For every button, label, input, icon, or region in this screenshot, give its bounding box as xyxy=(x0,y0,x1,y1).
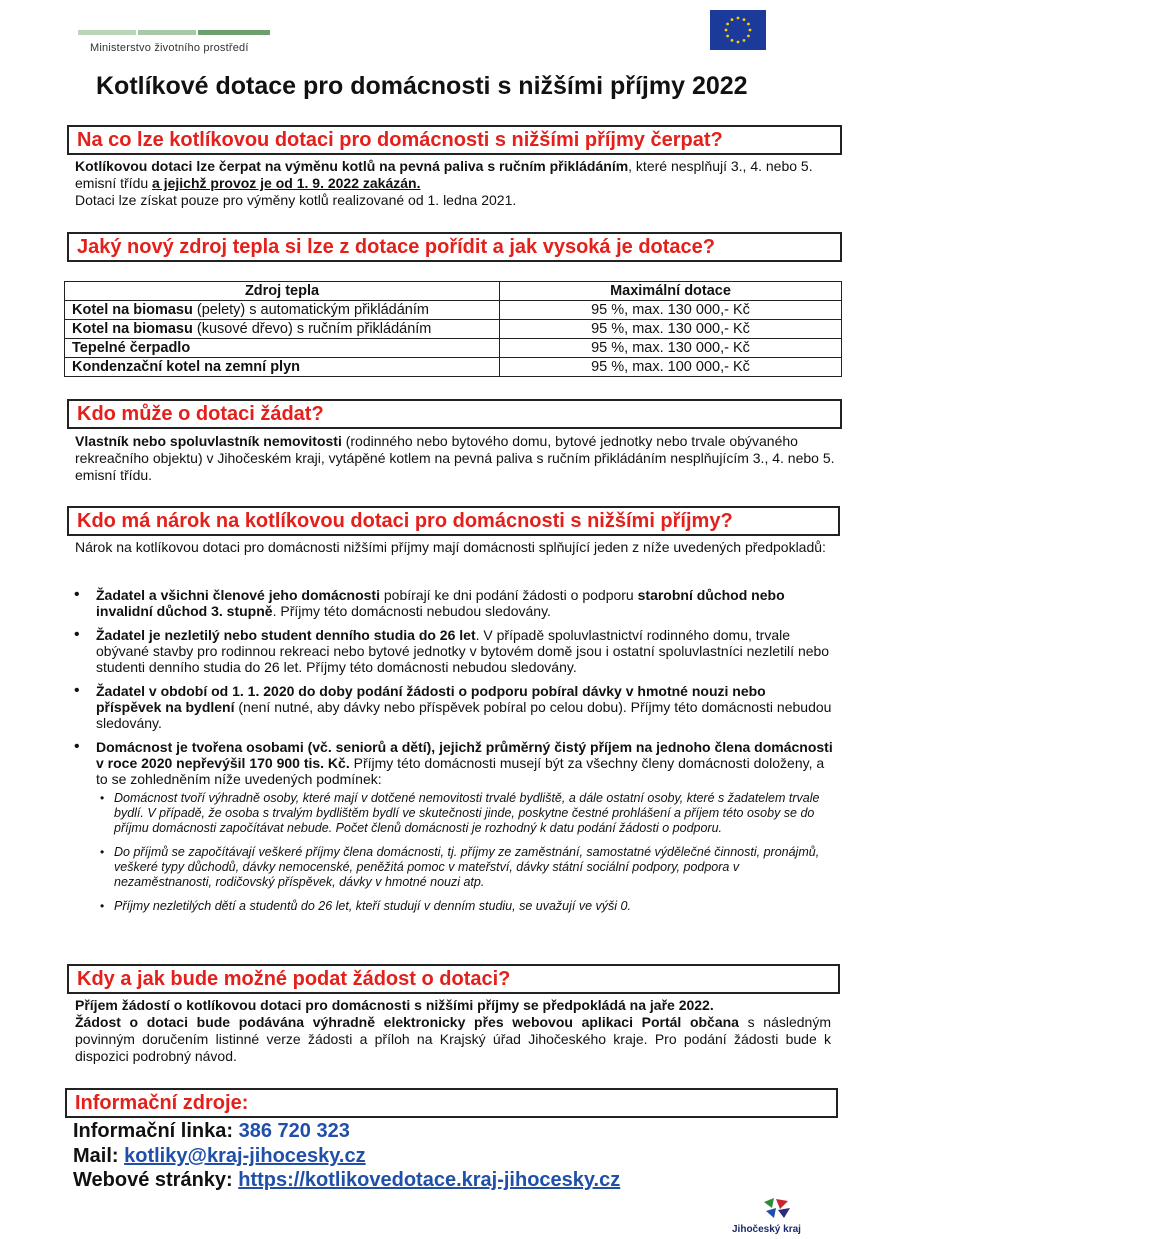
list-item: • Příjmy nezletilých dětí a studentů do 26 let, kteří studují v denním studiu, se uvažují ve výši 0. xyxy=(94,899,834,914)
web-line xyxy=(73,1169,620,1192)
table-header-row xyxy=(65,282,842,301)
application-method-text: s následným povinným doručením listinné verze žádosti a příloh na Krajský úřad Jihočeského kraje. Pro podání žádosti bude k dispozici podrobný návod. xyxy=(75,1014,831,1064)
application-method-bold: Žádost o dotaci bude podávána výhradně elektronicky přes webovou aplikaci Portál občana xyxy=(75,1014,739,1030)
list-item xyxy=(74,739,834,914)
web-label: Webové stránky: xyxy=(73,1169,239,1191)
bullet-bold: Žadatel je nezletilý nebo student denního studia do 26 let xyxy=(96,627,476,643)
bullet-text: pobírají ke dni podání žádosti o podporu xyxy=(379,587,638,603)
table-cell-source-rest: (kusové dřevo) s ručním přikládáním xyxy=(192,320,432,337)
phone-link[interactable]: 386 720 323 xyxy=(238,1120,350,1142)
section-text-what-for xyxy=(75,158,835,209)
region-logo-icon xyxy=(760,1196,794,1222)
table-cell-source-bold: Tepelné čerpadlo xyxy=(72,339,191,356)
entitlement-list xyxy=(74,587,834,923)
list-item xyxy=(74,683,834,731)
ban-date-text: a jejichž provoz je od 1. 9. 2022 zakázán. xyxy=(152,175,421,191)
application-date-text: Příjem žádostí o kotlíkovou dotaci pro domácnosti s nižšími příjmy se předpokládá na jaře 2022. xyxy=(75,997,714,1013)
list-item xyxy=(74,587,834,619)
section-text-who-can-apply xyxy=(75,433,835,484)
section-text-when-how xyxy=(75,997,831,1065)
info-line-label: Informační linka: xyxy=(73,1120,239,1142)
entitlement-intro: Nárok na kotlíkovou dotaci pro domácnosti nižšími příjmy mají domácnosti splňující jeden z níže uvedených předpokladů: xyxy=(75,539,826,555)
bullet-bold: Žadatel a všichni členové jeho domácnosti xyxy=(96,587,380,603)
conditions-list xyxy=(94,791,834,914)
table-row xyxy=(65,358,842,377)
list-item: • Domácnost tvoří výhradně osoby, které mají v dotčené nemovitosti trvalé bydliště, a dále ostatní osoby, které s žadatelem trvale bydlí. V případě, že osoba s trvalým bydlištěm bydlí ve skutečnosti jinde, poskytne čestné prohlášení a příjem této osoby se do příjmu domácnosti započítávat nebude. Počet členů domácnosti je rozhodný k datu podání žádosti o podporu. xyxy=(94,791,834,836)
table-cell-source-rest: (pelety) s automatickým přikládáním xyxy=(192,301,429,318)
table-cell-value: 95 %, max. 100 000,- Kč xyxy=(500,358,842,377)
table-cell-value: 95 %, max. 130 000,- Kč xyxy=(500,301,842,320)
mail-line xyxy=(73,1145,366,1168)
email-link[interactable]: kotliky@kraj-jihocesky.cz xyxy=(124,1145,366,1167)
website-link[interactable]: https://kotlikovedotace.kraj-jihocesky.cz xyxy=(238,1169,621,1191)
owner-bold: Vlastník nebo spoluvlastník nemovitosti xyxy=(75,433,342,449)
bullet-text: . Příjmy této domácnosti nebudou sledovány. xyxy=(272,603,551,619)
bullet-bold: Žadatel v období od 1. 1. 2020 do doby podání žádosti o podporu pobíral dávky v hmotné nouzi nebo příspěvek na bydlení xyxy=(96,683,766,715)
bullet-bold: starobní důchod nebo invalidní důchod 3. stupně xyxy=(96,587,785,619)
page-title: Kotlíkové dotace pro domácnosti s nižšími příjmy 2022 xyxy=(96,72,748,100)
eligibility-bold: Kotlíkovou dotaci lze čerpat na výměnu kotlů na pevná paliva s ručním přikládáním xyxy=(75,158,629,174)
bullet-text: . V případě spoluvlastnictví rodinného domu, trvale obývané stavby pro rodinnou rekreaci nebo bytové jednotky v bytovém domě jsou i ostatní spoluvlastníci nezletilí nebo studenti denního studia do 26 let. Příjmy této domácnosti nebudou sledovány. xyxy=(96,627,830,675)
bullet-text: (není nutné, aby dávky nebo příspěvek pobíral po celou dobu). Příjmy této domácnosti nebudou sledovány. xyxy=(96,699,832,731)
table-header-source: Zdroj tepla xyxy=(65,282,500,301)
section-heading-info-sources: Informační zdroje: xyxy=(65,1088,838,1118)
section-heading-new-source: Jaký nový zdroj tepla si lze z dotace pořídit a jak vysoká je dotace? xyxy=(67,232,842,262)
region-logo xyxy=(730,1196,830,1236)
bullet-text: Příjmy této domácnosti musejí být za všechny členy domácnosti doloženy, a to se zohledněním níže uvedených podmínek: xyxy=(96,755,825,787)
table-cell-source-bold: Kondenzační kotel na zemní plyn xyxy=(72,358,301,375)
table-header-max: Maximální dotace xyxy=(500,282,842,301)
table-cell-source-bold: Kotel na biomasu xyxy=(72,320,193,337)
table-row xyxy=(65,339,842,358)
owner-text: (rodinného nebo bytového domu, bytové jednotky nebo trvale obývaného rekreačního objektu) v Jihočeském kraji, vytápěné kotlem na pevná paliva s ručním přikládáním nesplňujícím 3., 4. nebo 5. emisní třídu. xyxy=(75,433,835,483)
ministry-logo-bars xyxy=(78,30,270,35)
eu-flag-icon xyxy=(710,10,766,50)
table-cell-value: 95 %, max. 130 000,- Kč xyxy=(500,339,842,358)
info-line xyxy=(73,1120,350,1143)
table-cell-source-bold: Kotel na biomasu xyxy=(72,301,193,318)
list-item xyxy=(74,627,834,675)
region-logo-text: Jihočeský kraj xyxy=(732,1224,801,1235)
subsidy-table xyxy=(64,281,842,377)
section-heading-when-how: Kdy a jak bude možné podat žádost o dotaci? xyxy=(67,964,840,994)
table-row xyxy=(65,320,842,339)
mail-label: Mail: xyxy=(73,1145,125,1167)
section-heading-who-can-apply: Kdo může o dotaci žádat? xyxy=(67,399,842,429)
list-item: • Do příjmů se započítávají veškeré příjmy člena domácnosti, tj. příjmy ze zaměstnání, samostatné výdělečné činnosti, pronájmů, veškeré typy důchodů, dávky nemocenské, peněžitá pomoc v mateřství, dávky státní sociální podpory, podpora v nezaměstnanosti, rodičovský příspěvek, dávky v hmotné nouzi atp. xyxy=(94,845,834,890)
ministry-name: Ministerstvo životního prostředí xyxy=(90,42,249,54)
section-heading-what-for: Na co lze kotlíkovou dotaci pro domácnosti s nižšími příjmy čerpat? xyxy=(67,125,842,155)
eligibility-text: , které nesplňují 3., 4. nebo 5. emisní třídu xyxy=(75,158,813,191)
table-row xyxy=(65,301,842,320)
replacement-date-text: Dotaci lze získat pouze pro výměny kotlů realizované od 1. ledna 2021. xyxy=(75,192,517,208)
section-heading-entitlement: Kdo má nárok na kotlíkovou dotaci pro domácnosti s nižšími příjmy? xyxy=(67,506,840,536)
bullet-bold: Domácnost je tvořena osobami (vč. seniorů a dětí), jejichž průměrný čistý příjem na jednoho člena domácnosti v roce 2020 nepřevýšil 170 900 tis. Kč. xyxy=(96,739,833,771)
table-cell-value: 95 %, max. 130 000,- Kč xyxy=(500,320,842,339)
